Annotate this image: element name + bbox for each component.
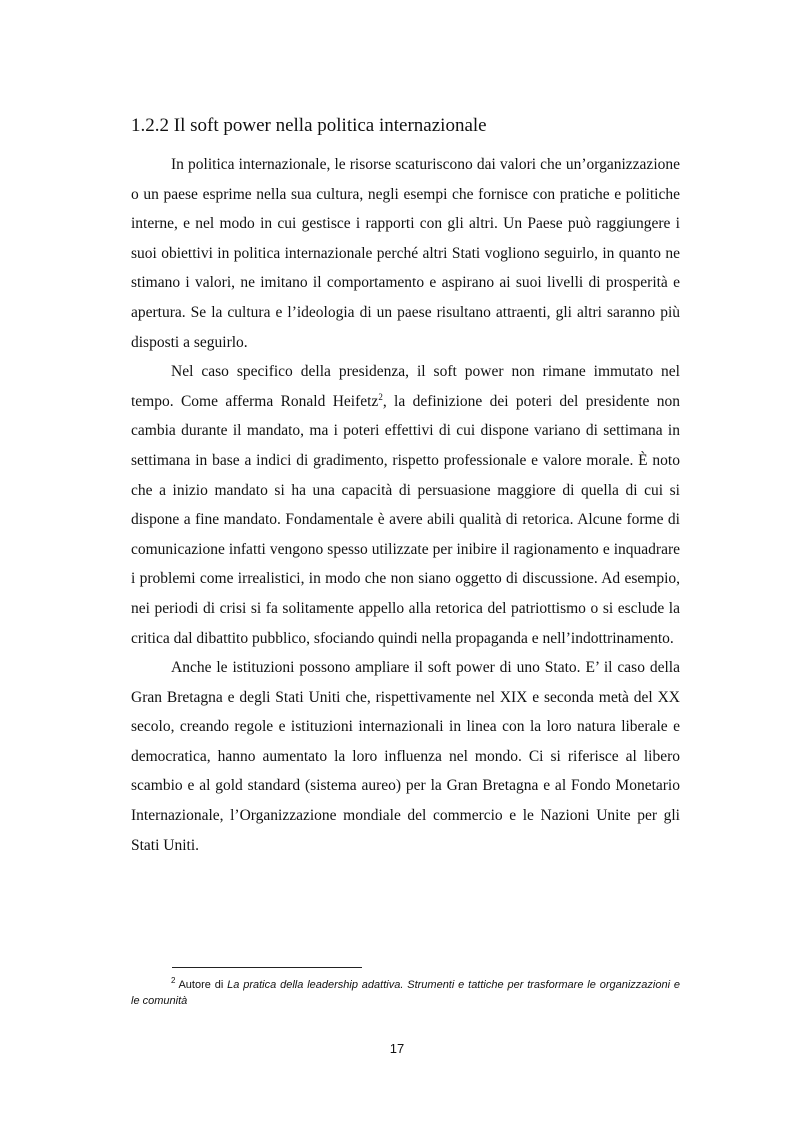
footnote-book-title: La pratica della leadership adattiva. Strumenti e tattiche per trasformare le organizzazioni e le comunità [131, 979, 680, 1007]
footnote-reference: 2 [378, 391, 383, 402]
footnote: 2 Autore di La pratica della leadership adattiva. Strumenti e tattiche per trasformare le organizzazioni e le comunità [131, 976, 680, 1007]
paragraph-2 [131, 357, 680, 653]
paragraph-3: Anche le istituzioni possono ampliare il soft power di uno Stato. E’ il caso della Gran Bretagna e degli Stati Uniti che, rispettivamente nel XIX e seconda metà del XX secolo, creando regole e istituzioni internazionali in linea con la loro natura liberale e democratica, hanno aumentato la loro influenza nel mondo. Ci si riferisce al libero scambio e al gold standard (sistema aureo) per la Gran Bretagna e al Fondo Monetario Internazionale, l’Organizzazione mondiale del commercio e le Nazioni Unite per gli Stati Uniti. [131, 659, 680, 854]
page-number: 17 [389, 1041, 405, 1056]
footnote-separator [172, 967, 362, 968]
section-heading: 1.2.2 Il soft power nella politica internazionale [131, 115, 487, 136]
body-text [131, 150, 680, 860]
paragraph-2-text-after: , la definizione dei poteri del presidente non cambia durante il mandato, ma i poteri effettivi di cui dispone variano di settimana in settimana in base a indici di gradimento, rispetto professionale e valore morale. È noto che a inizio mandato si ha una capacità di persuasione maggiore di quella di cui si dispone a fine mandato. Fondamentale è avere abili qualità di retorica. Alcune forme di comunicazione infatti vengono spesso utilizzate per inibire il ragionamento e inquadrare i problemi come irrealistici, in modo che non siano oggetto di discussione. Ad esempio, nei periodi di crisi si fa solitamente appello alla retorica del patriottismo o si esclude la critica dal dibattito pubblico, sfociando quindi nella propaganda e nell’indottrinamento. [131, 392, 680, 647]
paragraph-2-text-before: Nel caso specifico della presidenza, il soft power non rimane immutato nel tempo. Come afferma Ronald Heifetz [131, 363, 680, 410]
paragraph-1: In politica internazionale, le risorse scaturiscono dai valori che un’organizzazione o un paese esprime nella sua cultura, negli esempi che fornisce con pratiche e politiche interne, e nel modo in cui gestisce i rapporti con gli altri. Un Paese può raggiungere i suoi obiettivi in politica internazionale perché altri Stati vogliono seguirlo, in quanto ne stimano i valori, ne imitano il comportamento e aspirano ai suoi livelli di prosperità e apertura. Se la cultura e l’ideologia di un paese risultano attraenti, gli altri saranno più disposti a seguirlo. [131, 156, 680, 351]
footnote-prefix: Autore di [178, 979, 228, 991]
